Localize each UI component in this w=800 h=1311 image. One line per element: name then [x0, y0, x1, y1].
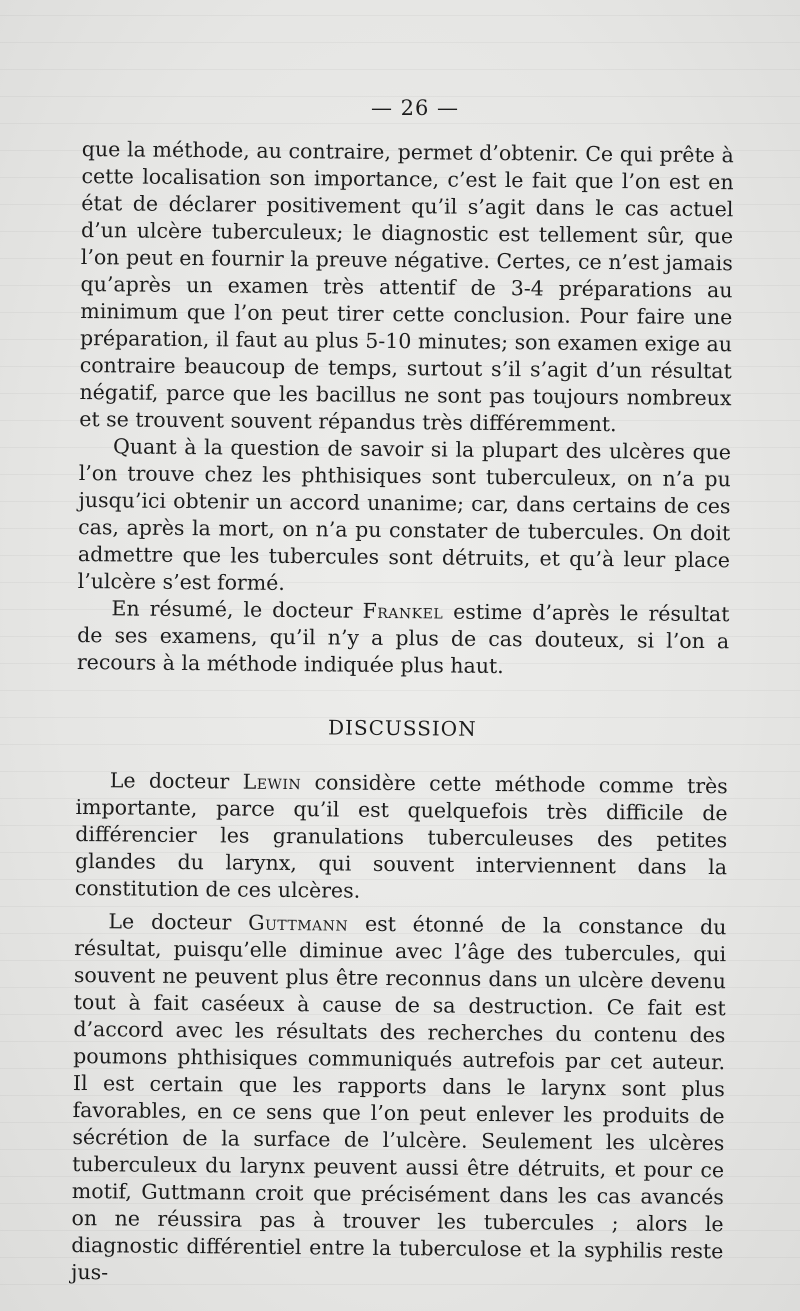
main-text: [77, 136, 734, 682]
page-number: — 26 —: [370, 96, 460, 120]
section-heading: DISCUSSION: [327, 715, 477, 741]
text-run: est étonné de la constance du résultat, puisqu’elle diminue avec l’âge des tubercules, qui souvent ne peuvent plus être reconnus dans un ulcère devenu tout à fait caséeux à cause de sa destruction. Ce fait est d’accord avec les résultats des recherches du contenu des poumons phthisiques communiqués autrefois par cet auteur. Il est certain que les rapports dans le larynx sont plus favorables, en ce sens que l’on peut enlever les produits de sécrétion de la surface de l’ulcère. Seulement les ulcères tuberculeux du larynx peuvent aussi être détruits, et pour ce motif, Guttmann croit que précisément dans les cas avancés on ne réussira pas à trouver les tubercules ; alors le diagnostic différentiel entre la tuberculose et la syphilis reste jus-: [70, 911, 727, 1285]
person-name: Guttmann: [248, 910, 349, 936]
paragraph-1: [79, 136, 734, 439]
person-name: Lewin: [242, 769, 302, 795]
paragraph-3: [77, 595, 730, 682]
text-run: Le docteur: [108, 909, 249, 935]
paragraph-2: [78, 433, 732, 601]
discussion-text: [71, 767, 728, 1292]
text-run: Quant à la question de savoir si la plupart des ulcères que l’on trouve chez les phthisiques sont tuberculeux, on n’a pu jusqu’ici obtenir un accord unanime; car, dans certains de ces cas, après la mort, on n’a pu constater de tubercules. On doit admettre que les tubercules sont détruits, et qu’à leur place l’ulcère s’est formé.: [77, 434, 732, 595]
discussion-paragraph-1: [75, 767, 728, 908]
text-run: que la méthode, au contraire, permet d’obtenir. Ce qui prête à cette localisation son importance, c’est le fait que l’on est en état de déclarer positivement qu’il s’agit dans le cas actuel d’un ulcère tuberculeux; le diagnostic est tellement sûr, que l’on peut en fournir la preuve négative. Certes, ce n’est jamais qu’après un examen très attentif de 3-4 préparations au minimum que l’on peut tirer cette conclusion. Pour faire une préparation, il faut au plus 5-10 minutes; son examen exige au contraire beaucoup de temps, surtout s’il s’agit d’un résultat négatif, parce que les bacillus ne sont pas toujours nombreux et se trouvent souvent répandus très différemment.: [79, 136, 734, 437]
text-run: considère cette méthode comme très importante, parce qu’il est quelquefois très difficile de différencier les granulations tuberculeuses des petites glandes du larynx, qui souvent interviennent dans la constitution de ces ulcères.: [74, 770, 728, 903]
discussion-paragraph-2: [71, 908, 727, 1292]
person-name: Frankel: [362, 598, 444, 624]
text-run: En résumé, le docteur: [111, 596, 363, 623]
page-body: [71, 136, 734, 1292]
text-run: Le docteur: [109, 768, 243, 794]
text-run: estime d’après le résultat de ses examens, qu’il n’y a plus de cas douteux, si l’on a recours à la méthode indiquée plus haut.: [76, 599, 730, 679]
